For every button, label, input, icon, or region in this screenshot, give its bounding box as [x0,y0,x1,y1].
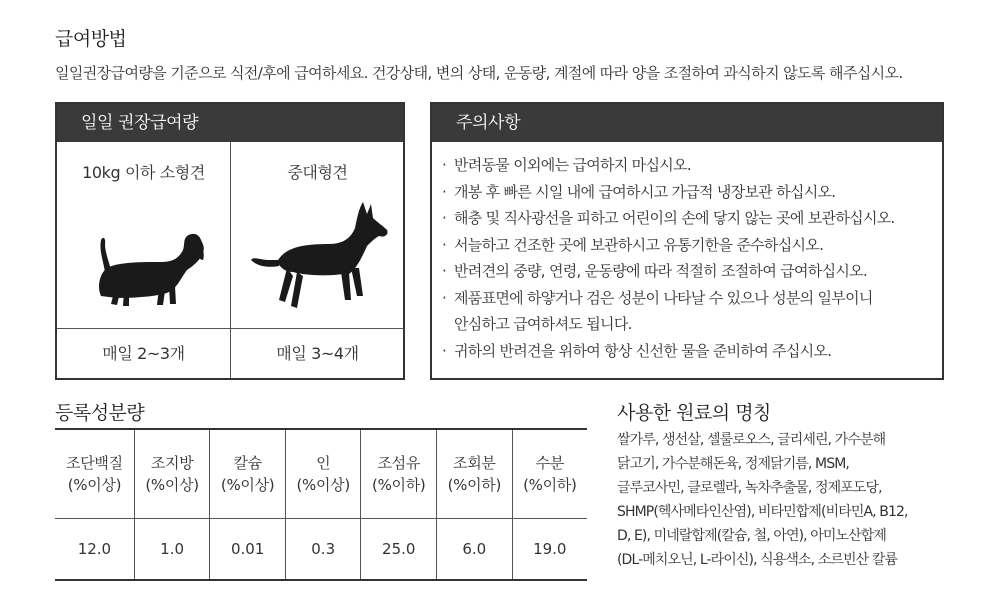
nutrient-value: 0.3 [285,519,361,581]
nutrition-header-cell [134,429,210,519]
caution-item-continuation: 안심하고 급여하셔도 됩니다. [454,315,632,333]
nutrient-name: 조지방 [150,454,194,472]
caution-item: · 개봉 후 빠른 시일 내에 급여하시고 가급적 냉장보관 하십시오. [442,179,895,206]
daily-amount-header: 일일 권장급여량 [57,104,403,142]
nutrient-unit: (%이하) [372,476,426,494]
nutrition-table [55,428,587,581]
daily-amount-box [55,102,405,380]
nutrient-unit: (%이하) [447,476,501,494]
nutrient-name: 조섬유 [377,454,421,472]
nutrient-name: 수분 [535,454,564,472]
nutrition-header-cell [285,429,361,519]
nutrition-header-cell [512,429,587,519]
nutrient-name: 조단백질 [66,454,123,472]
feeding-description: 일일권장급여량을 기준으로 식전/후에 급여하세요. 건강상태, 변의 상태, 운동량, 계절에 따라 양을 조절하여 과식하지 않도록 해주십시오. [55,64,903,82]
caution-item: · 서늘하고 건조한 곳에 보관하시고 유통기한을 준수하십시오. [442,232,895,259]
nutrition-title: 등록성분량 [55,402,145,424]
caution-item: · 제품표면에 하얗거나 검은 성분이 나타날 수 있으나 성분의 일부이니 [442,285,895,312]
ingredients-line: SHMP(헥사메타인산염), 비타민합제(비타민A, B12, [617,504,908,520]
nutrient-name: 칼슘 [233,454,262,472]
small-dog-column [57,142,231,378]
nutrition-header-row [55,429,587,519]
nutrition-header-cell [361,429,437,519]
nutrient-value: 19.0 [512,519,587,581]
caution-item: · 반려동물 이외에는 급여하지 마십시오. [442,152,895,179]
nutrition-value-row [55,519,587,581]
nutrient-value: 12.0 [55,519,134,581]
nutrient-unit: (%이상) [67,476,122,494]
small-dog-label: 10kg 이하 소형견 [82,163,205,182]
ingredients-title: 사용한 원료의 명칭 [617,402,771,424]
nutrient-value: 0.01 [210,519,286,581]
ingredients-line: 글루코사민, 클로렐라, 녹차추출물, 정제포도당, [617,480,882,496]
ingredients-text [617,428,947,572]
caution-list [442,152,895,364]
caution-item: · 귀하의 반려견을 위하여 항상 신선한 물을 준비하여 주십시오. [442,338,895,365]
dachshund-icon [57,188,230,328]
nutrient-value: 25.0 [361,519,437,581]
small-dog-amount: 매일 2~3개 [57,328,230,379]
ingredients-line: 닭고기, 가수분해돈육, 정제닭기름, MSM, [617,456,849,472]
nutrient-unit: (%이상) [220,476,275,494]
ingredients-line: (DL-메치오닌, L-라이신), 식용색소, 소르빈산 칼륨 [617,552,898,568]
large-dog-column [231,142,404,378]
large-dog-amount: 매일 3~4개 [231,328,404,379]
shepherd-dog-icon [231,188,404,328]
feeding-title: 급여방법 [55,28,127,50]
large-dog-label: 중대형견 [287,163,348,182]
nutrition-header-cell [210,429,286,519]
nutrient-name: 인 [316,454,331,472]
nutrient-unit: (%이하) [523,476,577,494]
nutrient-value: 6.0 [437,519,513,581]
nutrient-value: 1.0 [134,519,210,581]
nutrition-header-cell [437,429,513,519]
ingredients-line: 쌀가루, 생선살, 셀룰로오스, 글리세린, 가수분해 [617,432,886,448]
ingredients-line: D, E), 미네랄합제(칼슘, 철, 아연), 아미노산합제 [617,528,886,544]
nutrient-name: 조회분 [453,454,496,472]
caution-box [430,102,944,380]
nutrition-header-cell [55,429,134,519]
nutrient-unit: (%이상) [296,476,350,494]
caution-header: 주의사항 [432,104,942,142]
caution-item: · 반려견의 중량, 연령, 운동량에 따라 적절히 조절하여 급여하십시오. [442,258,895,285]
caution-item: · 해충 및 직사광선을 피하고 어린이의 손에 닿지 않는 곳에 보관하십시오. [442,205,895,232]
nutrient-unit: (%이상) [145,476,199,494]
